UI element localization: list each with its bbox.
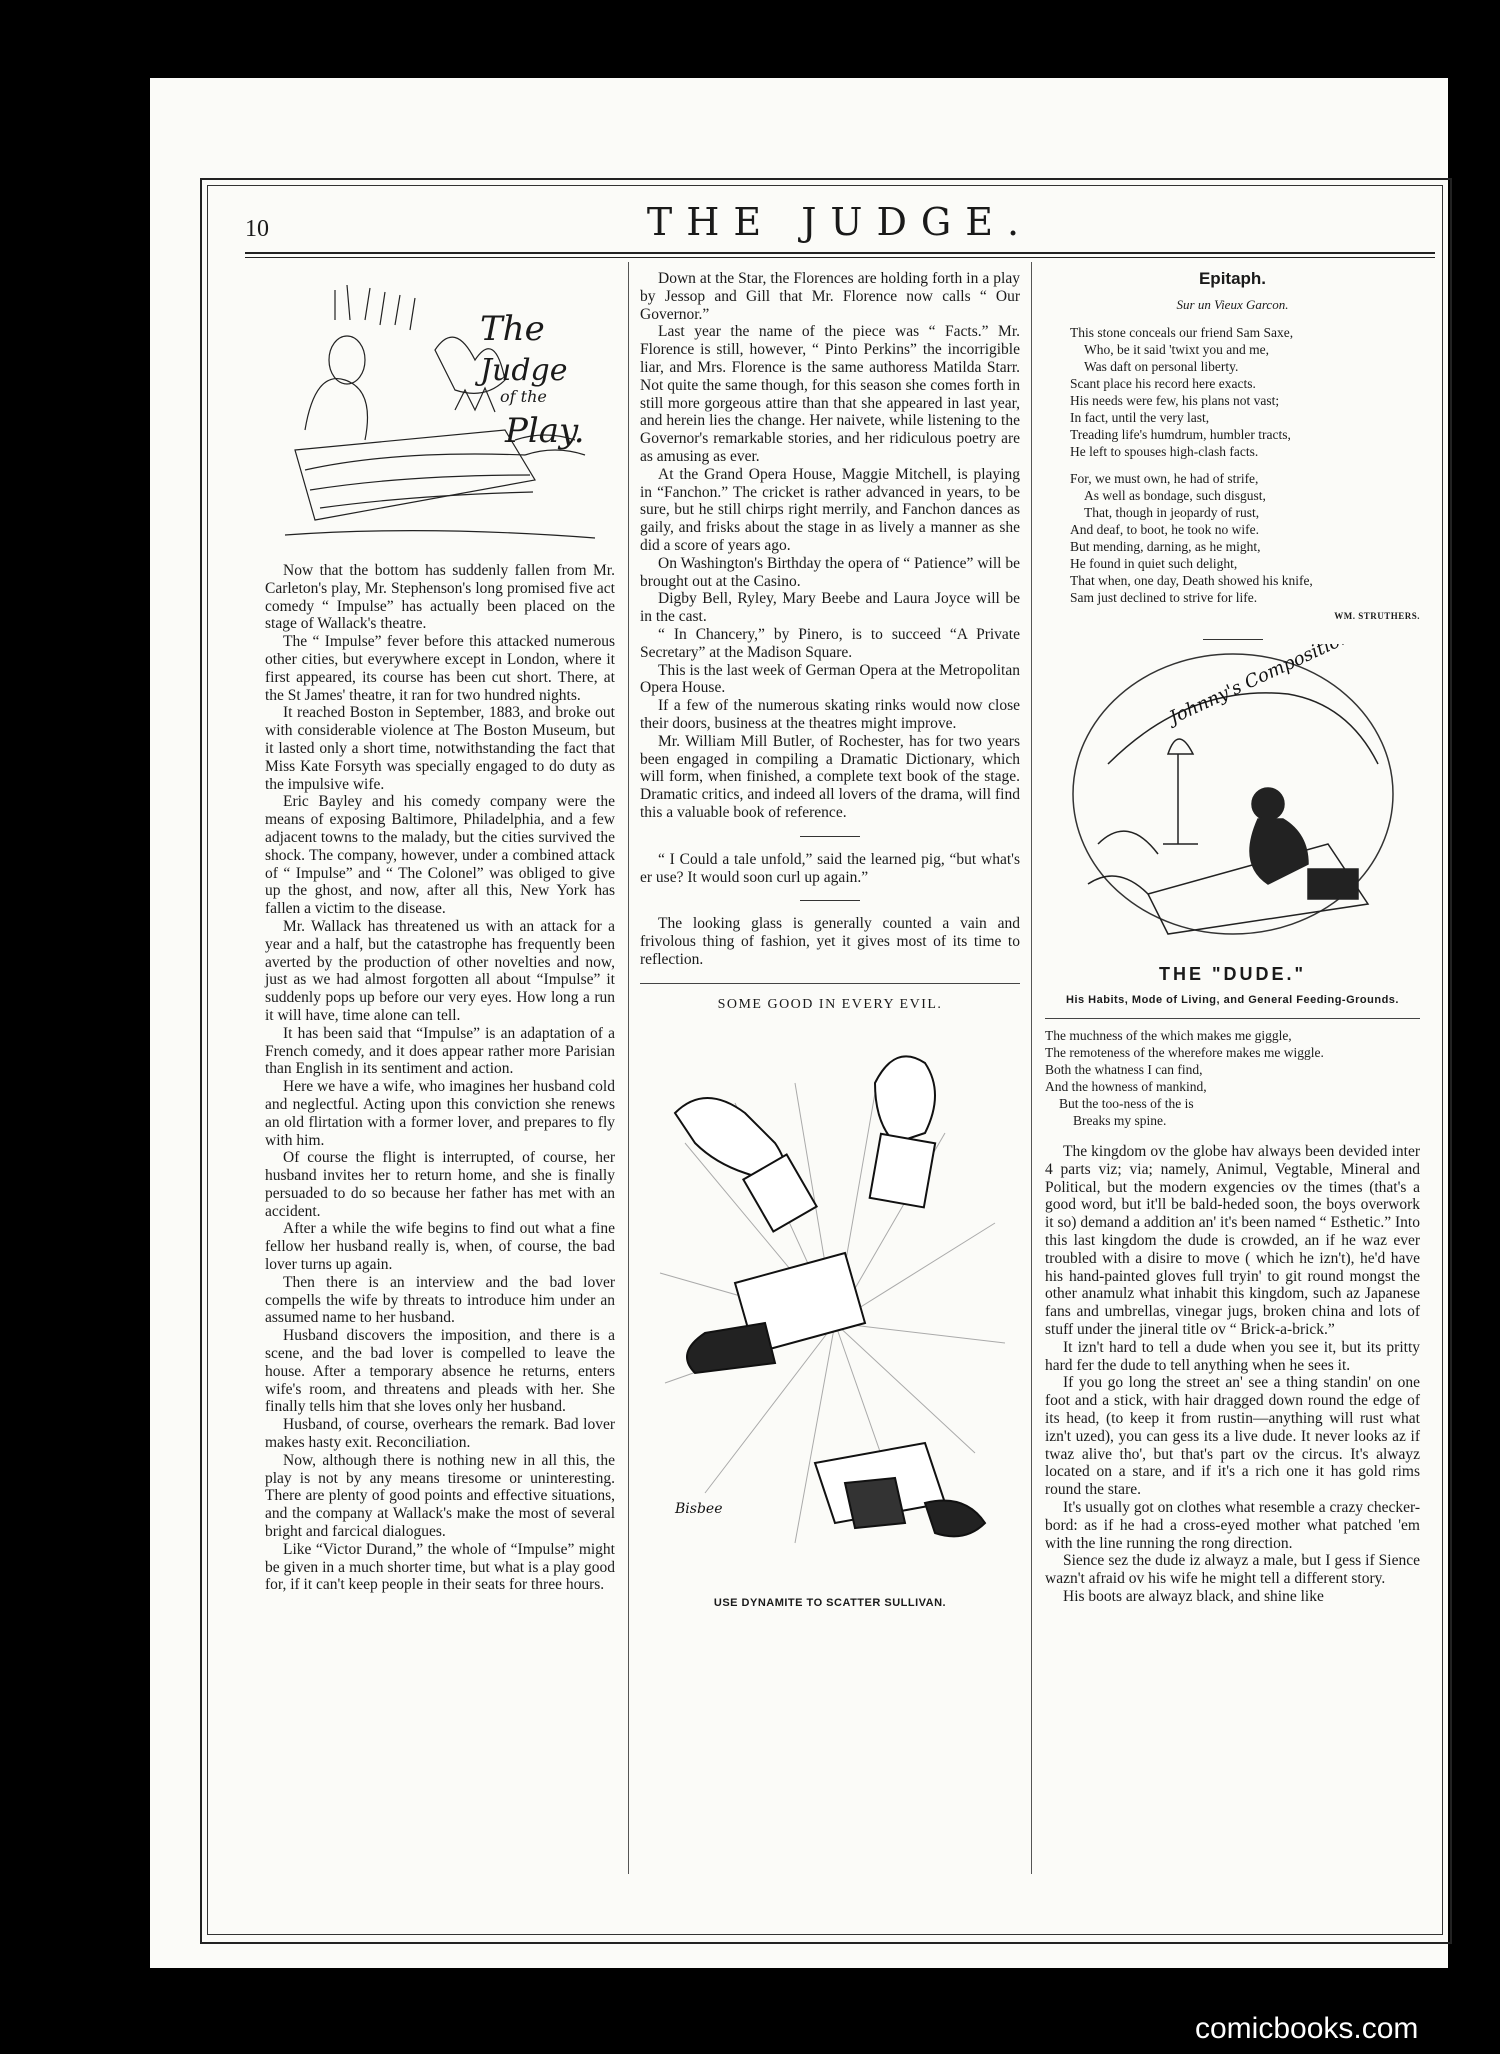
page-number: 10: [245, 216, 269, 242]
section-rule: [800, 836, 860, 837]
cartoon-caption: USE DYNAMITE TO SCATTER SULLIVAN.: [713, 1597, 947, 1610]
dynamite-cartoon-art: [645, 1023, 1015, 1583]
poem-line: For, we must own, he had of strife,: [1070, 470, 1259, 486]
dude-paragraph: It's usually got on clothes what resemble a crazy checker-bord: as if he had a cross-eyed mother what patched 'em with the line running the rong direction.: [1045, 1498, 1420, 1552]
notes-paragraph: Mr. William Mill Butler, of Rochester, has for two years been engaged in compiling a Dramatic Dictionary, which will form, when finished, a complete text book of the stage. Dramatic critics, and indeed all lovers of the drama, will find this a valuable book of reference.: [640, 732, 1020, 821]
poem-line: He found in quiet such delight,: [1070, 555, 1238, 571]
notes-paragraph: “ In Chancery,” by Pinero, is to succeed “A Private Secretary” at the Madison Square.: [640, 625, 1020, 661]
verse-line: The muchness of the which makes me giggle,: [1045, 1027, 1292, 1043]
review-paragraph: Now that the bottom has suddenly fallen from Mr. Carleton's play, Mr. Stephenson's long promised five act comedy “ Impulse” has actually been placed on the stage of Wallack's theatre.: [265, 562, 615, 633]
review-paragraph: It reached Boston in September, 1883, and broke out with considerable violence at The Boston Museum, but it lasted only a short time, notwithstanding the fact that Miss Kate Forsyth was specially engaged to do duty as the impulsive wife.: [265, 704, 615, 793]
verse-line: But the too-ness of the is: [1059, 1095, 1194, 1111]
art-title-of-the: of the: [500, 387, 547, 406]
poem-line: This stone conceals our friend Sam Saxe,: [1070, 324, 1294, 340]
notes-paragraph: On Washington's Birthday the opera of “ Patience” will be brought out at the Casino.: [640, 554, 1020, 590]
dude-paragraph: Sience sez the dude iz alwayz a male, but I gess if Sience wazn't afraid ov his wife he might tell a different story.: [1045, 1552, 1420, 1588]
review-paragraph: Husband, of course, overhears the remark. Bad lover makes hasty exit. Reconciliation.: [265, 1416, 615, 1452]
notes-paragraph: Digby Bell, Ryley, Mary Beebe and Laura Joyce will be in the cast.: [640, 590, 1020, 626]
pig-joke: “ I Could a tale unfold,” said the learned pig, “but what's er use? It would soon curl up again.”: [640, 850, 1020, 886]
poem-line: Was daft on personal liberty.: [1084, 358, 1239, 374]
column-divider-2: [1031, 262, 1032, 1874]
poem-line: He left to spouses high-clash facts.: [1070, 443, 1259, 459]
verse-line: The remoteness of the wherefore makes me wiggle.: [1045, 1044, 1324, 1060]
masthead-title: THE JUDGE.: [646, 200, 1034, 244]
dude-paragraph: His boots are alwayz black, and shine like: [1063, 1587, 1324, 1605]
notes-paragraph: Down at the Star, the Florences are holding forth in a play by Jessop and Gill that Mr. Florence now calls “ Our Governor.”: [640, 270, 1020, 323]
review-paragraph: After a while the wife begins to find out what a fine fellow her husband really is, when, of course, the bad lover turns up again.: [265, 1220, 615, 1274]
judge-of-the-play-illustration: [275, 280, 605, 550]
site-watermark: comicbooks.com: [1195, 2012, 1419, 2045]
review-paragraph: Eric Bayley and his comedy company were the means of exposing Baltimore, Philadelphia, and a few adjacent towns to the malady, but the cities survived the shock. The company, however, under a combined attack of “ Impulse” and “ The Colonel” was obliged to give up the ghost, and now, after all this, New York has fallen a victim to the disease.: [265, 793, 615, 918]
cartoon-signature: Bisbee: [675, 1501, 723, 1518]
notes-paragraph: Last year the name of the piece was “ Facts.” Mr. Florence is still, however, “ Pinto Perkins” the incorrigible liar, and Mrs. Florence is the same authoress Matilda Starr. Not quite the same though, for this season she comes forth in still more gorgeous attire than that she appeared in last year, and herein lies the change. Her naivete, while listening to the Governor's remarkable stories, and her ridiculous poetry are as amusing as ever.: [640, 323, 1020, 465]
verse-line: Breaks my spine.: [1073, 1112, 1167, 1128]
poem-subtitle: Sur un Vieux Garcon.: [1176, 296, 1289, 312]
poem-line: Who, be it said 'twixt you and me,: [1084, 341, 1270, 357]
poem-line: In fact, until the very last,: [1070, 409, 1210, 425]
dude-article-subtitle: His Habits, Mode of Living, and General Feeding-Grounds.: [1066, 994, 1399, 1007]
art-title-judge: Judge: [480, 353, 568, 388]
poem-line: Treading life's humdrum, humbler tracts,: [1070, 426, 1291, 442]
column-divider-1: [628, 262, 629, 1874]
dude-cartoon-art: [1068, 644, 1398, 954]
poem-line: Sam just declined to strive for life.: [1070, 589, 1258, 605]
dude-paragraph: It izn't hard to tell a dude when you see it, but its pritty hard fer the dude to tell anything when he sees it.: [1045, 1338, 1420, 1374]
verse-line: Both the whatness I can find,: [1045, 1061, 1203, 1077]
column-epitaph-dude: [1045, 270, 1420, 1890]
judge-illustration-art: [275, 280, 605, 550]
section-rule: [800, 900, 860, 901]
review-paragraph: The “ Impulse” fever before this attacked numerous other cities, but everywhere except in London, where it first appeared, its course has been cut short. There, at the St James' theatre, it ran for two hundred nights.: [265, 633, 615, 704]
cartoon-title: SOME GOOD IN EVERY EVIL.: [717, 996, 943, 1012]
section-rule: [1203, 639, 1263, 640]
notes-paragraph: If a few of the numerous skating rinks would now close their doors, business at the theatres might improve.: [640, 697, 1020, 732]
dude-cartoon: [1068, 644, 1398, 954]
review-paragraph: Of course the flight is interrupted, of course, her husband invites her to return home, and she is finally persuaded to do so because her father has met with an accident.: [265, 1149, 615, 1220]
art-title-play: Play.: [505, 411, 585, 451]
cartoon-rule: [640, 983, 1020, 984]
epitaph-poem: [1045, 324, 1420, 606]
review-paragraph: Like “Victor Durand,” the whole of “Impulse” might be given in a much shorter time, but what is a play good for, if it can't keep people in their seats for three hours.: [265, 1540, 615, 1594]
dude-verse: [1045, 1027, 1420, 1129]
poem-line: As well as bondage, such disgust,: [1084, 487, 1266, 503]
header-rule: [245, 252, 1435, 258]
dynamite-cartoon: [645, 1023, 1015, 1583]
dude-rule: [1045, 1018, 1420, 1019]
review-paragraph: Then there is an interview and the bad lover compells the wife by threats to introduce him under an assumed name to her husband.: [265, 1273, 615, 1327]
dude-paragraph: If you go long the street an' see a thing standin' on one foot and a stick, with hair dragged down round the edge of its head, (to keep it from rustin—anything will rust what izn't uzed), you can gess its a live dude. It never looks az if twaz alive tho', but that's part ov the circus. It's alwayz located on a stare, and if it's a rich one it has gold rims round the stare.: [1045, 1374, 1420, 1499]
poem-line: That when, one day, Death showed his knife,: [1070, 572, 1313, 588]
notes-paragraph: At the Grand Opera House, Maggie Mitchell, is playing in “Fanchon.” The cricket is rather advanced in years, to be sure, but he still chirps right merrily, and Fanchon dances as gaily, and frisks about the stage in as lively a manner as she did a score of years ago.: [640, 465, 1020, 554]
review-paragraph: Husband discovers the imposition, and there is a scene, and the bad lover is compelled to leave the house. After a temporary absence he returns, enters wife's room, and threatens and pleads with her. She finally tells him that she loves only her husband.: [265, 1327, 615, 1416]
glass-joke: The looking glass is generally counted a vain and frivolous thing of fashion, yet it gives most of its time to reflection.: [640, 915, 1020, 968]
review-paragraph: Mr. Wallack has threatened us with an attack for a year and a half, but the catastrophe has frequently been averted by the production of other novelties and now, just as we had almost forgotten all about “Impulse” it suddenly pops up before our very eyes. How long a run it will have, time alone can tell.: [265, 917, 615, 1024]
page-header: [245, 198, 1435, 253]
dude-paragraph: The kingdom ov the globe hav always been devided inter 4 parts viz; via; namely, Animul, Vegtable, Mineral and Political, but the modern exgencies ov the times (that's a good word, but it'll be bald-heded soon, the boys overwork it so) demand a addition an' it's been named “ Esthetic.” Into this last kingdom the dude is crowded, an if he waz ever troubled with a disire to move ( which he izn't), he'd have his hand-painted gloves full tryin' to git round mongst the other anamulz what inhabit this kingdom, such az Japanese fans and umbrellas, vinegar jugs, broken china and lots of stuff under the jineral title ov “ Brick-a-brick.”: [1045, 1142, 1420, 1338]
cartoon-inscription: Johnny's Composition: [1165, 644, 1354, 729]
review-paragraphs: [265, 562, 615, 1594]
poem-line: His needs were few, his plans not vast;: [1070, 392, 1280, 408]
art-title-the: The: [480, 309, 545, 349]
review-paragraph: Here we have a wife, who imagines her husband cold and neglectful. Acting upon this conviction she renews an old flirtation with a former lover, and prepares to fly with him.: [265, 1078, 615, 1149]
verse-line: And the howness of mankind,: [1045, 1078, 1207, 1094]
poem-line: But mending, darning, as he might,: [1070, 538, 1261, 554]
poem-line: And deaf, to boot, he took no wife.: [1070, 521, 1259, 537]
column-theatre-review: [265, 270, 615, 1890]
poem-line: Scant place his record here exacts.: [1070, 375, 1256, 391]
poem-title: Epitaph.: [1198, 269, 1267, 288]
notes-paragraph: This is the last week of German Opera at the Metropolitan Opera House.: [640, 661, 1020, 697]
dude-article-title: THE "DUDE.": [1158, 964, 1307, 985]
review-paragraph: Now, although there is nothing new in all this, the play is not by any means tiresome or uninteresting. There are plenty of good points and effective situations, and the company at Wallack's make the most of several bright and farcical dialogues.: [265, 1451, 615, 1541]
column-theatre-notes: [640, 270, 1020, 1890]
review-paragraph: It has been said that “Impulse” is an adaptation of a French comedy, and it does appear rather more Parisian than English in its sentiment and action.: [265, 1024, 615, 1078]
poem-line: That, though in jeopardy of rust,: [1084, 504, 1260, 520]
poem-signature: WM. STRUTHERS.: [1334, 610, 1420, 621]
